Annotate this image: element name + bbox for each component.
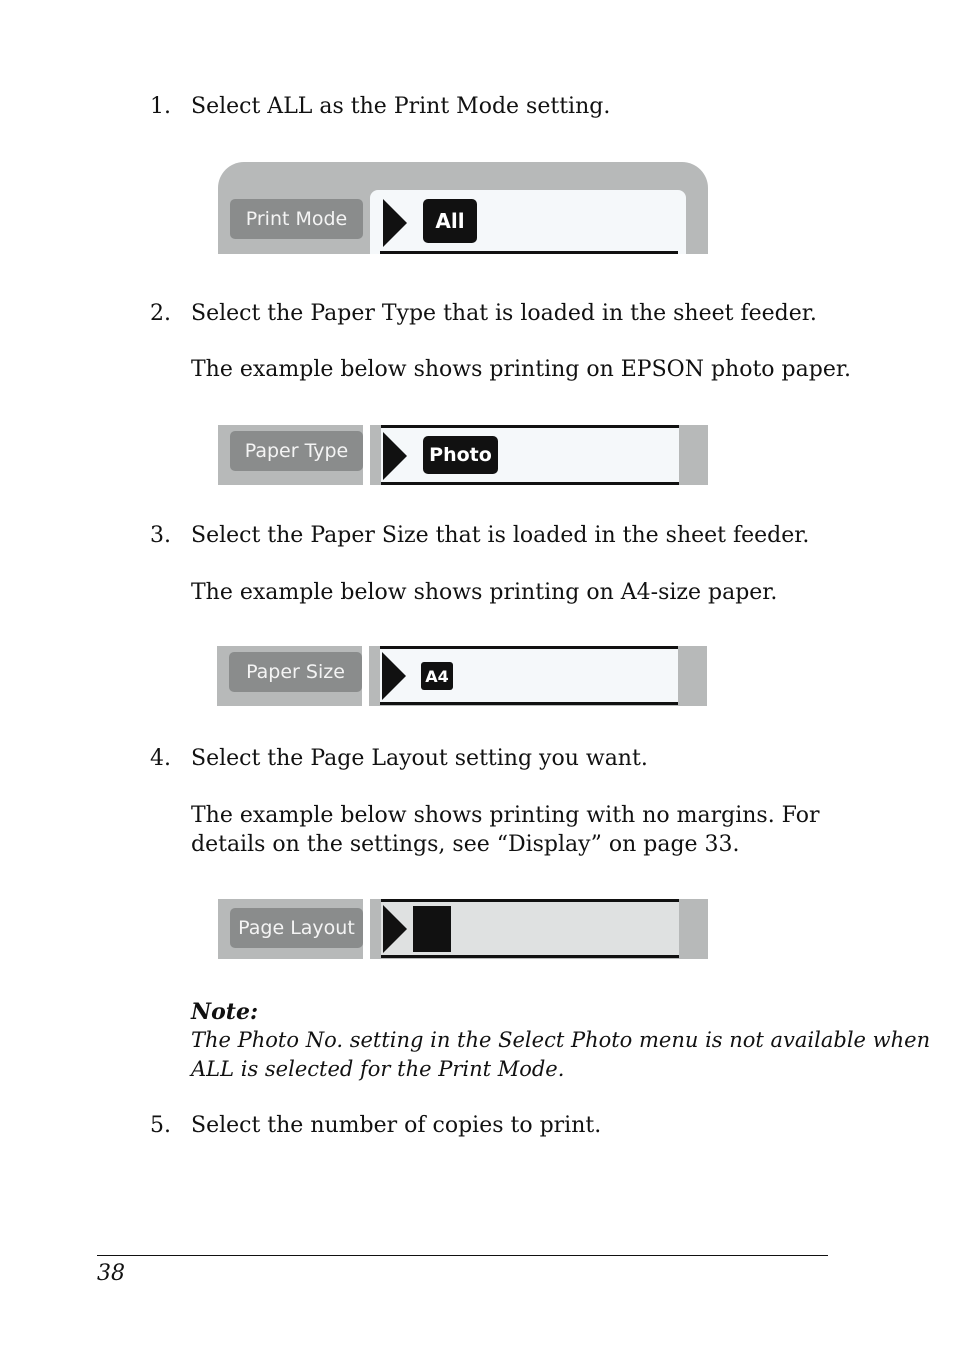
- paper-size-display: [380, 646, 678, 705]
- note-line-1: The Photo No. setting in the Select Photo menu is not available when: [191, 1028, 931, 1052]
- step-4-text: Select the Page Layout setting you want.: [191, 746, 648, 771]
- page-layout-label: Page Layout: [230, 908, 363, 948]
- paper-type-panel: [218, 425, 708, 485]
- step-4-number: 4.: [150, 746, 171, 771]
- step-5-number: 5.: [150, 1113, 171, 1138]
- selection-arrow-icon: [382, 652, 406, 700]
- page-number: 38: [97, 1261, 125, 1286]
- step-4-detail-line2: details on the settings, see “Display” on page 33.: [191, 832, 740, 857]
- step-1-number: 1.: [150, 94, 171, 119]
- page-layout-display: [381, 899, 679, 958]
- panel-end-bar: [688, 899, 708, 959]
- step-2-detail: The example below shows printing on EPSON photo paper.: [191, 357, 851, 382]
- page-layout-panel: [218, 899, 708, 959]
- print-mode-label: Print Mode: [230, 199, 363, 239]
- paper-size-panel: [217, 646, 707, 706]
- selection-arrow-icon: [383, 905, 407, 953]
- step-2-number: 2.: [150, 301, 171, 326]
- step-3-text: Select the Paper Size that is loaded in the sheet feeder.: [191, 523, 810, 548]
- note-line-2: ALL is selected for the Print Mode.: [191, 1057, 565, 1081]
- paper-size-label: Paper Size: [229, 652, 362, 692]
- paper-size-value: A4: [421, 662, 453, 690]
- paper-type-value: Photo: [423, 436, 498, 474]
- panel-end-bar: [687, 646, 707, 706]
- display-underline: [380, 251, 678, 254]
- paper-type-display: [381, 425, 679, 485]
- panel-gap: [363, 425, 370, 485]
- step-2-text: Select the Paper Type that is loaded in the sheet feeder.: [191, 301, 817, 326]
- print-mode-panel: [218, 162, 708, 254]
- paper-type-label: Paper Type: [230, 431, 363, 471]
- borderless-layout-icon: [413, 906, 451, 952]
- step-5-text: Select the number of copies to print.: [191, 1113, 602, 1138]
- panel-gap: [363, 899, 370, 959]
- note-title: Note:: [191, 999, 259, 1025]
- panel-end-bar: [688, 425, 708, 485]
- step-3-detail: The example below shows printing on A4-size paper.: [191, 580, 778, 605]
- step-1-text: Select ALL as the Print Mode setting.: [191, 94, 611, 119]
- selection-arrow-icon: [383, 432, 407, 480]
- step-4-detail-line1: The example below shows printing with no margins. For: [191, 803, 820, 828]
- footer-rule: [97, 1255, 828, 1256]
- selection-arrow-icon: [383, 199, 407, 247]
- step-3-number: 3.: [150, 523, 171, 548]
- print-mode-display: [370, 190, 686, 254]
- print-mode-value: All: [423, 199, 477, 243]
- panel-gap: [362, 646, 369, 706]
